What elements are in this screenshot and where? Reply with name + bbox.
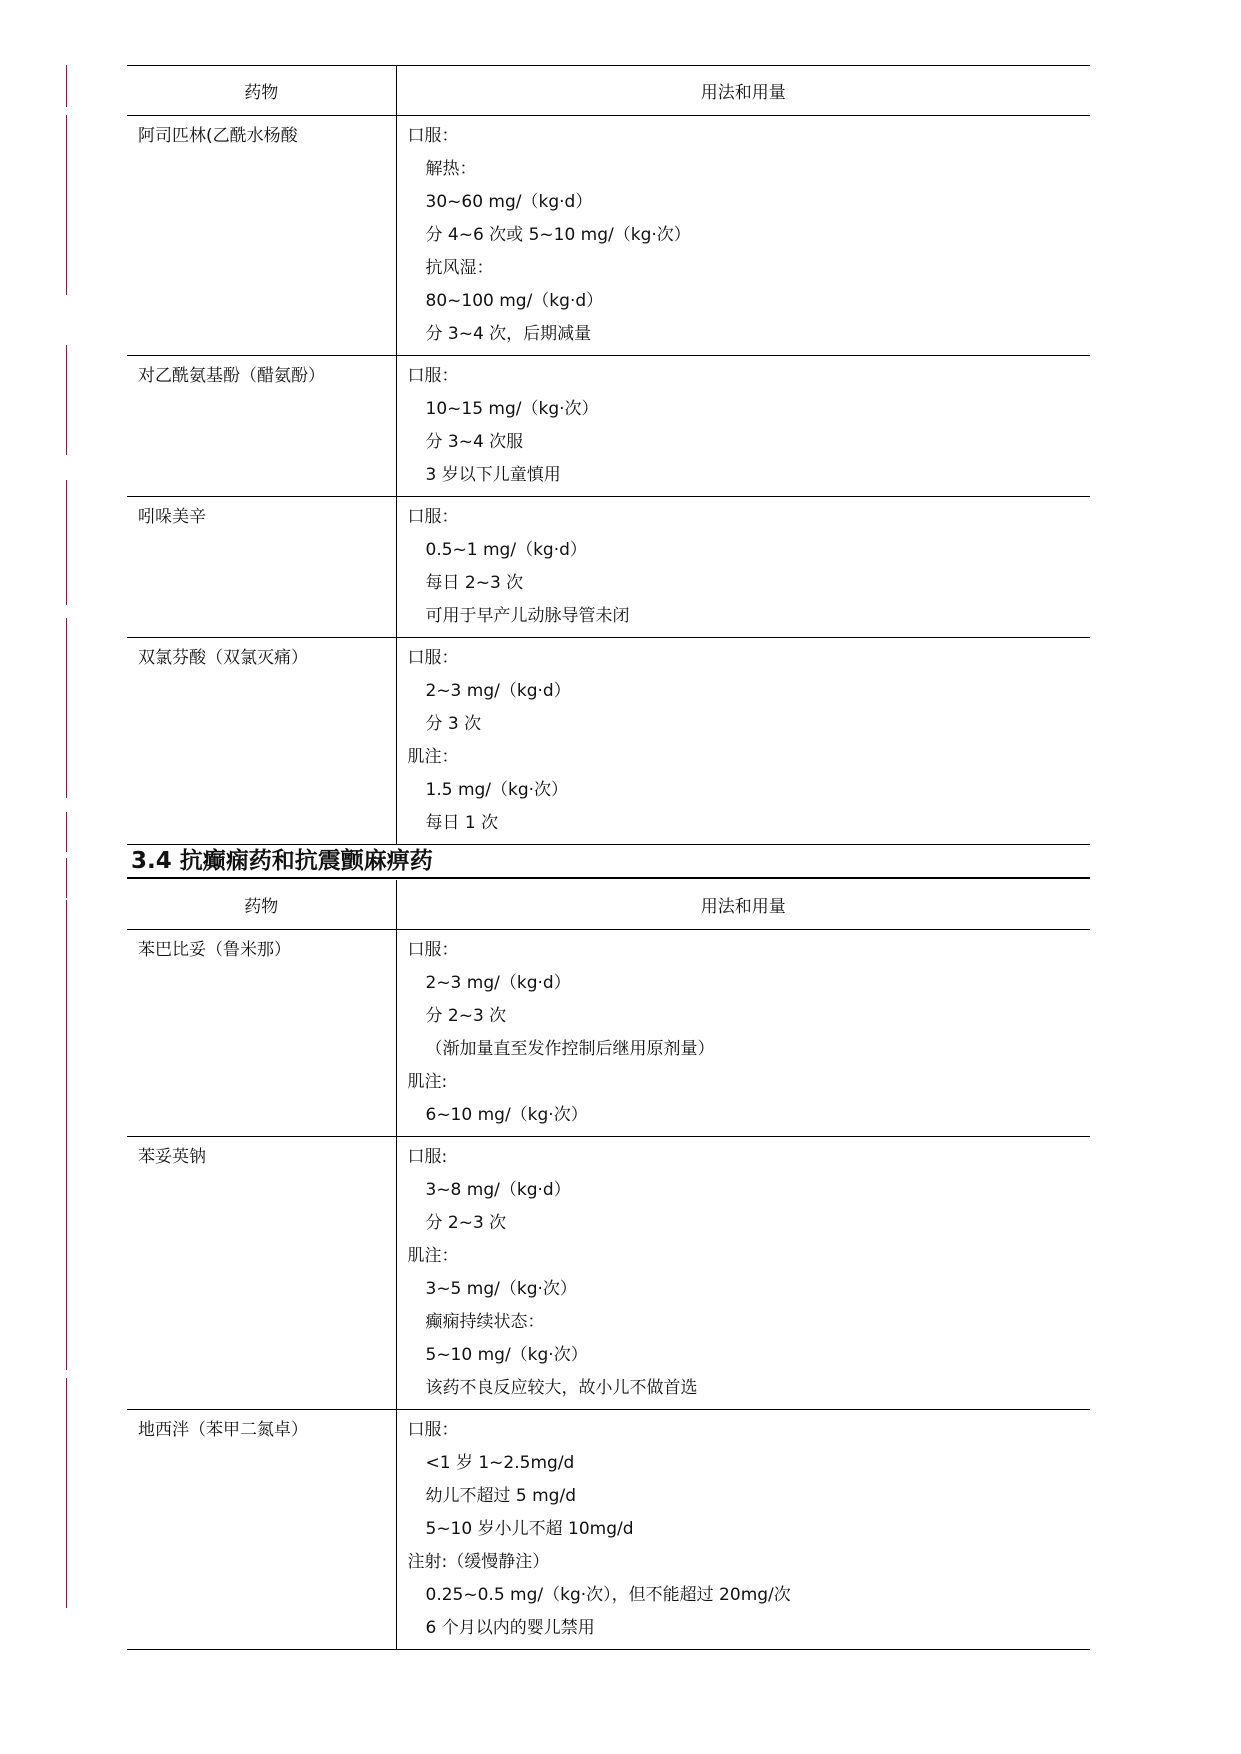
revision-bar xyxy=(66,115,67,295)
usage-line: 0.5~1 mg/（kg·d） xyxy=(425,540,587,560)
table-row xyxy=(127,1137,1090,1410)
table-row xyxy=(127,356,1090,497)
drug-name: 吲哚美辛 xyxy=(127,497,396,638)
usage-line: 可用于早产儿动脉导管未闭 xyxy=(425,606,630,626)
usage-line: 解热： xyxy=(425,159,477,179)
usage-line: 10~15 mg/（kg·次） xyxy=(425,399,599,419)
table-body xyxy=(127,930,1090,1650)
revision-bar xyxy=(66,858,67,898)
usage-line: 3~8 mg/（kg·d） xyxy=(425,1180,571,1200)
usage-cell xyxy=(396,497,1090,638)
revision-bar xyxy=(66,480,67,605)
drug-name: 地西泮（苯甲二氮卓） xyxy=(127,1410,396,1650)
table-row xyxy=(127,638,1090,845)
usage-line: 30~60 mg/（kg·d） xyxy=(425,192,593,212)
usage-line: 6~10 mg/（kg·次） xyxy=(425,1105,588,1125)
table-row xyxy=(127,930,1090,1137)
usage-line: 分 4~6 次或 5~10 mg/（kg·次） xyxy=(425,225,691,245)
drug-name: 双氯芬酸（双氯灭痛） xyxy=(127,638,396,845)
usage-line: 6 个月以内的婴儿禁用 xyxy=(425,1618,595,1638)
usage-cell xyxy=(396,1410,1090,1650)
usage-line: 肌注: xyxy=(407,1072,448,1092)
revision-bar xyxy=(66,1378,67,1608)
usage-line: 口服： xyxy=(407,940,459,960)
usage-cell xyxy=(396,356,1090,497)
usage-line: 5~10 mg/（kg·次） xyxy=(425,1345,588,1365)
usage-line: 分 2~3 次 xyxy=(425,1213,507,1233)
usage-line: 5~10 岁小儿不超 10mg/d xyxy=(425,1519,634,1539)
usage-line: 每日 2~3 次 xyxy=(425,573,524,593)
usage-line: 分 3 次 xyxy=(425,714,482,734)
usage-line: <1 岁 1~2.5mg/d xyxy=(425,1453,575,1473)
usage-cell xyxy=(396,116,1090,356)
usage-line: 每日 1 次 xyxy=(425,813,499,833)
usage-cell xyxy=(396,930,1090,1137)
revision-bar xyxy=(66,812,67,852)
usage-line: 80~100 mg/（kg·d） xyxy=(425,291,604,311)
usage-line: 抗风湿： xyxy=(425,258,494,278)
usage-line: 口服： xyxy=(407,507,459,527)
section-title: 3.4 抗癫痫药和抗震颤麻痹药 xyxy=(127,845,1090,879)
revision-bar xyxy=(66,900,67,1370)
usage-line: 癫痫持续状态： xyxy=(425,1312,545,1332)
drug-name: 苯妥英钠 xyxy=(127,1137,396,1410)
usage-line: 2~3 mg/（kg·d） xyxy=(425,973,571,993)
drug-name: 阿司匹林(乙酰水杨酸 xyxy=(127,116,396,356)
drug-name: 对乙酰氨基酚（醋氨酚） xyxy=(127,356,396,497)
revision-bar xyxy=(66,618,67,798)
table-row xyxy=(127,497,1090,638)
usage-line: 口服： xyxy=(407,366,459,386)
document-page xyxy=(127,65,1090,1650)
usage-line: 0.25~0.5 mg/（kg·次），但不能超过 20mg/次 xyxy=(425,1585,791,1605)
usage-line: 分 2~3 次 xyxy=(425,1006,507,1026)
dosage-table-2 xyxy=(127,880,1090,1650)
usage-line: 3~5 mg/（kg·次） xyxy=(425,1279,577,1299)
usage-line: 口服： xyxy=(407,126,459,146)
revision-bar xyxy=(66,345,67,455)
dosage-table-1 xyxy=(127,65,1090,845)
column-header-usage: 用法和用量 xyxy=(396,66,1090,116)
table-row xyxy=(127,1410,1090,1650)
usage-line: 分 3~4 次服 xyxy=(425,432,524,452)
usage-line: （渐加量直至发作控制后继用原剂量） xyxy=(425,1039,715,1059)
table-header-row xyxy=(127,66,1090,116)
column-header-drug: 药物 xyxy=(127,66,396,116)
usage-line: 肌注： xyxy=(407,1246,459,1266)
usage-line: 口服： xyxy=(407,648,459,668)
usage-line: 口服: xyxy=(407,1147,448,1167)
usage-line: 注射:（缓慢静注） xyxy=(407,1552,550,1572)
usage-line: 该药不良反应较大，故小儿不做首选 xyxy=(425,1378,698,1398)
usage-line: 肌注： xyxy=(407,747,459,767)
table-row xyxy=(127,116,1090,356)
table-header-row xyxy=(127,880,1090,930)
column-header-usage: 用法和用量 xyxy=(396,880,1090,930)
usage-line: 3 岁以下儿童慎用 xyxy=(425,465,561,485)
revision-bar xyxy=(66,65,67,107)
usage-line: 2~3 mg/（kg·d） xyxy=(425,681,571,701)
usage-cell xyxy=(396,638,1090,845)
table-body xyxy=(127,116,1090,845)
drug-name: 苯巴比妥（鲁米那） xyxy=(127,930,396,1137)
usage-line: 幼儿不超过 5 mg/d xyxy=(425,1486,576,1506)
column-header-drug: 药物 xyxy=(127,880,396,930)
usage-cell xyxy=(396,1137,1090,1410)
usage-line: 1.5 mg/（kg·次） xyxy=(425,780,569,800)
usage-line: 口服： xyxy=(407,1420,459,1440)
usage-line: 分 3~4 次，后期减量 xyxy=(425,324,592,344)
